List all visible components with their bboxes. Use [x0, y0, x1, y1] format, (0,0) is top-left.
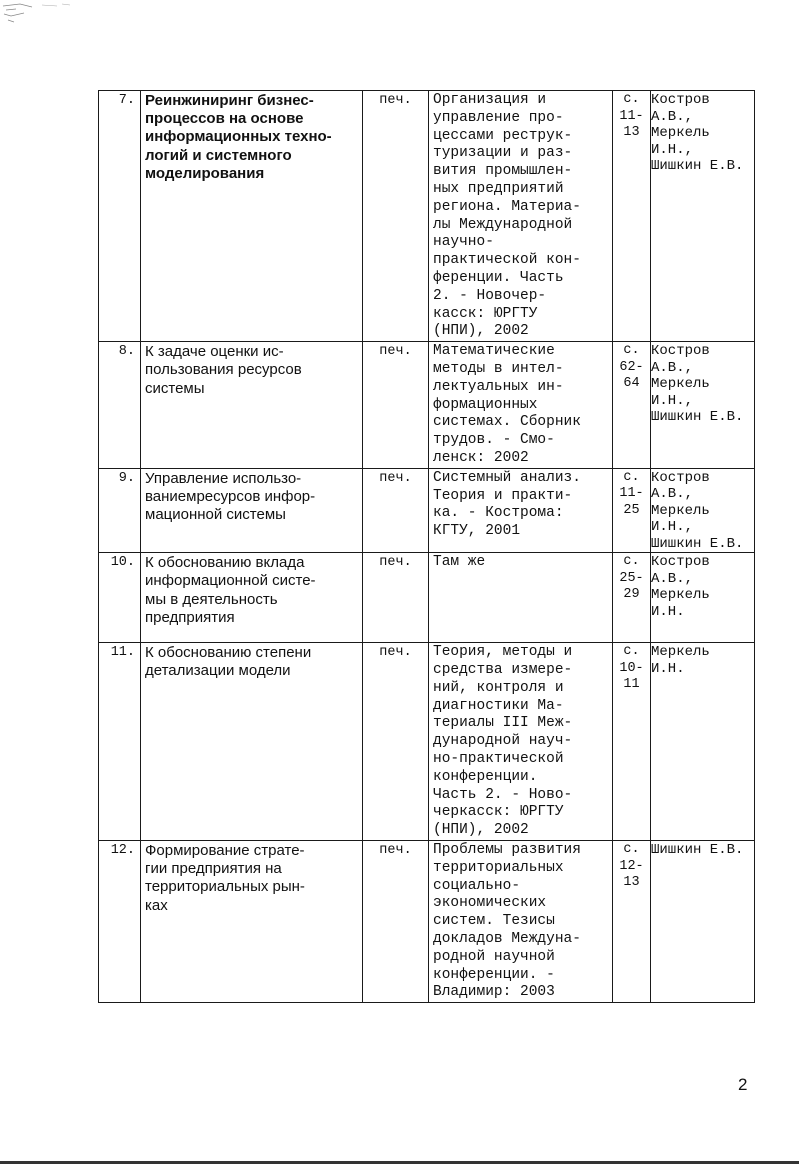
page-range: с. 12- 13 [613, 841, 651, 1003]
table-row [99, 553, 755, 643]
work-title: Формирование страте- гии предприятия на территориальных рын- ках [141, 841, 363, 1003]
publication-form: печ. [363, 553, 429, 643]
table-row [99, 841, 755, 1003]
co-authors: Костров А.В., Меркель И.Н., Шишкин Е.В. [651, 91, 755, 342]
table-row [99, 91, 755, 342]
publication-source: Математические методы в интел- лектуальных ин- формационных системах. Сборник трудов. - Смо- ленск: 2002 [429, 342, 613, 469]
row-number: 11. [99, 643, 141, 841]
page-range: с. 10- 11 [613, 643, 651, 841]
work-title: Управление использо- ваниемресурсов инфор- мационной системы [141, 468, 363, 553]
page-range: с. 25- 29 [613, 553, 651, 643]
publication-source: Организация и управление про- цессами реструк- туризации и раз- вития промышлен- ных предприятий региона. Материа- лы Международной научно- практической кон- ференции. Часть 2. - Новочер- касск: ЮРГТУ (НПИ), 2002 [429, 91, 613, 342]
scan-edge-divider [0, 1161, 799, 1164]
page-range: с. 62- 64 [613, 342, 651, 469]
publication-form: печ. [363, 342, 429, 469]
co-authors: Меркель И.Н. [651, 643, 755, 841]
table-row [99, 643, 755, 841]
publication-source: Теория, методы и средства измере- ний, контроля и диагностики Ма- териалы III Меж- дународной науч- но-практической конференции. Часть 2. - Ново- черкасск: ЮРГТУ (НПИ), 2002 [429, 643, 613, 841]
publication-form: печ. [363, 841, 429, 1003]
publication-form: печ. [363, 643, 429, 841]
table-row [99, 468, 755, 553]
co-authors: Костров А.В., Меркель И.Н., Шишкин Е.В. [651, 342, 755, 469]
co-authors: Костров А.В., Меркель И.Н., Шишкин Е.В. [651, 468, 755, 553]
row-number: 12. [99, 841, 141, 1003]
work-title: К задаче оценки ис- пользования ресурсов системы [141, 342, 363, 469]
work-title: К обоснованию степени детализации модели [141, 643, 363, 841]
row-number: 10. [99, 553, 141, 643]
co-authors: Костров А.В., Меркель И.Н. [651, 553, 755, 643]
publication-source: Проблемы развития территориальных социально- экономических систем. Тезисы докладов Междуна- родной научной конференции. - Владимир: 2003 [429, 841, 613, 1003]
publication-source: Там же [429, 553, 613, 643]
work-title: Реинжиниринг бизнес- процессов на основе информационных техно- логий и системного моделирования [141, 91, 363, 342]
co-authors: Шишкин Е.В. [651, 841, 755, 1003]
table-row [99, 342, 755, 469]
page-range: с. 11- 25 [613, 468, 651, 553]
publications-table [98, 90, 755, 1003]
publication-source: Системный анализ. Теория и практи- ка. - Кострома: КГТУ, 2001 [429, 468, 613, 553]
work-title: К обоснованию вклада информационной систе- мы в деятельность предприятия [141, 553, 363, 643]
publication-form: печ. [363, 91, 429, 342]
row-number: 9. [99, 468, 141, 553]
page-range: с. 11- 13 [613, 91, 651, 342]
row-number: 8. [99, 342, 141, 469]
scan-artifact-icon [2, 2, 72, 32]
page-number: 2 [738, 1075, 748, 1094]
publication-form: печ. [363, 468, 429, 553]
row-number: 7. [99, 91, 141, 342]
